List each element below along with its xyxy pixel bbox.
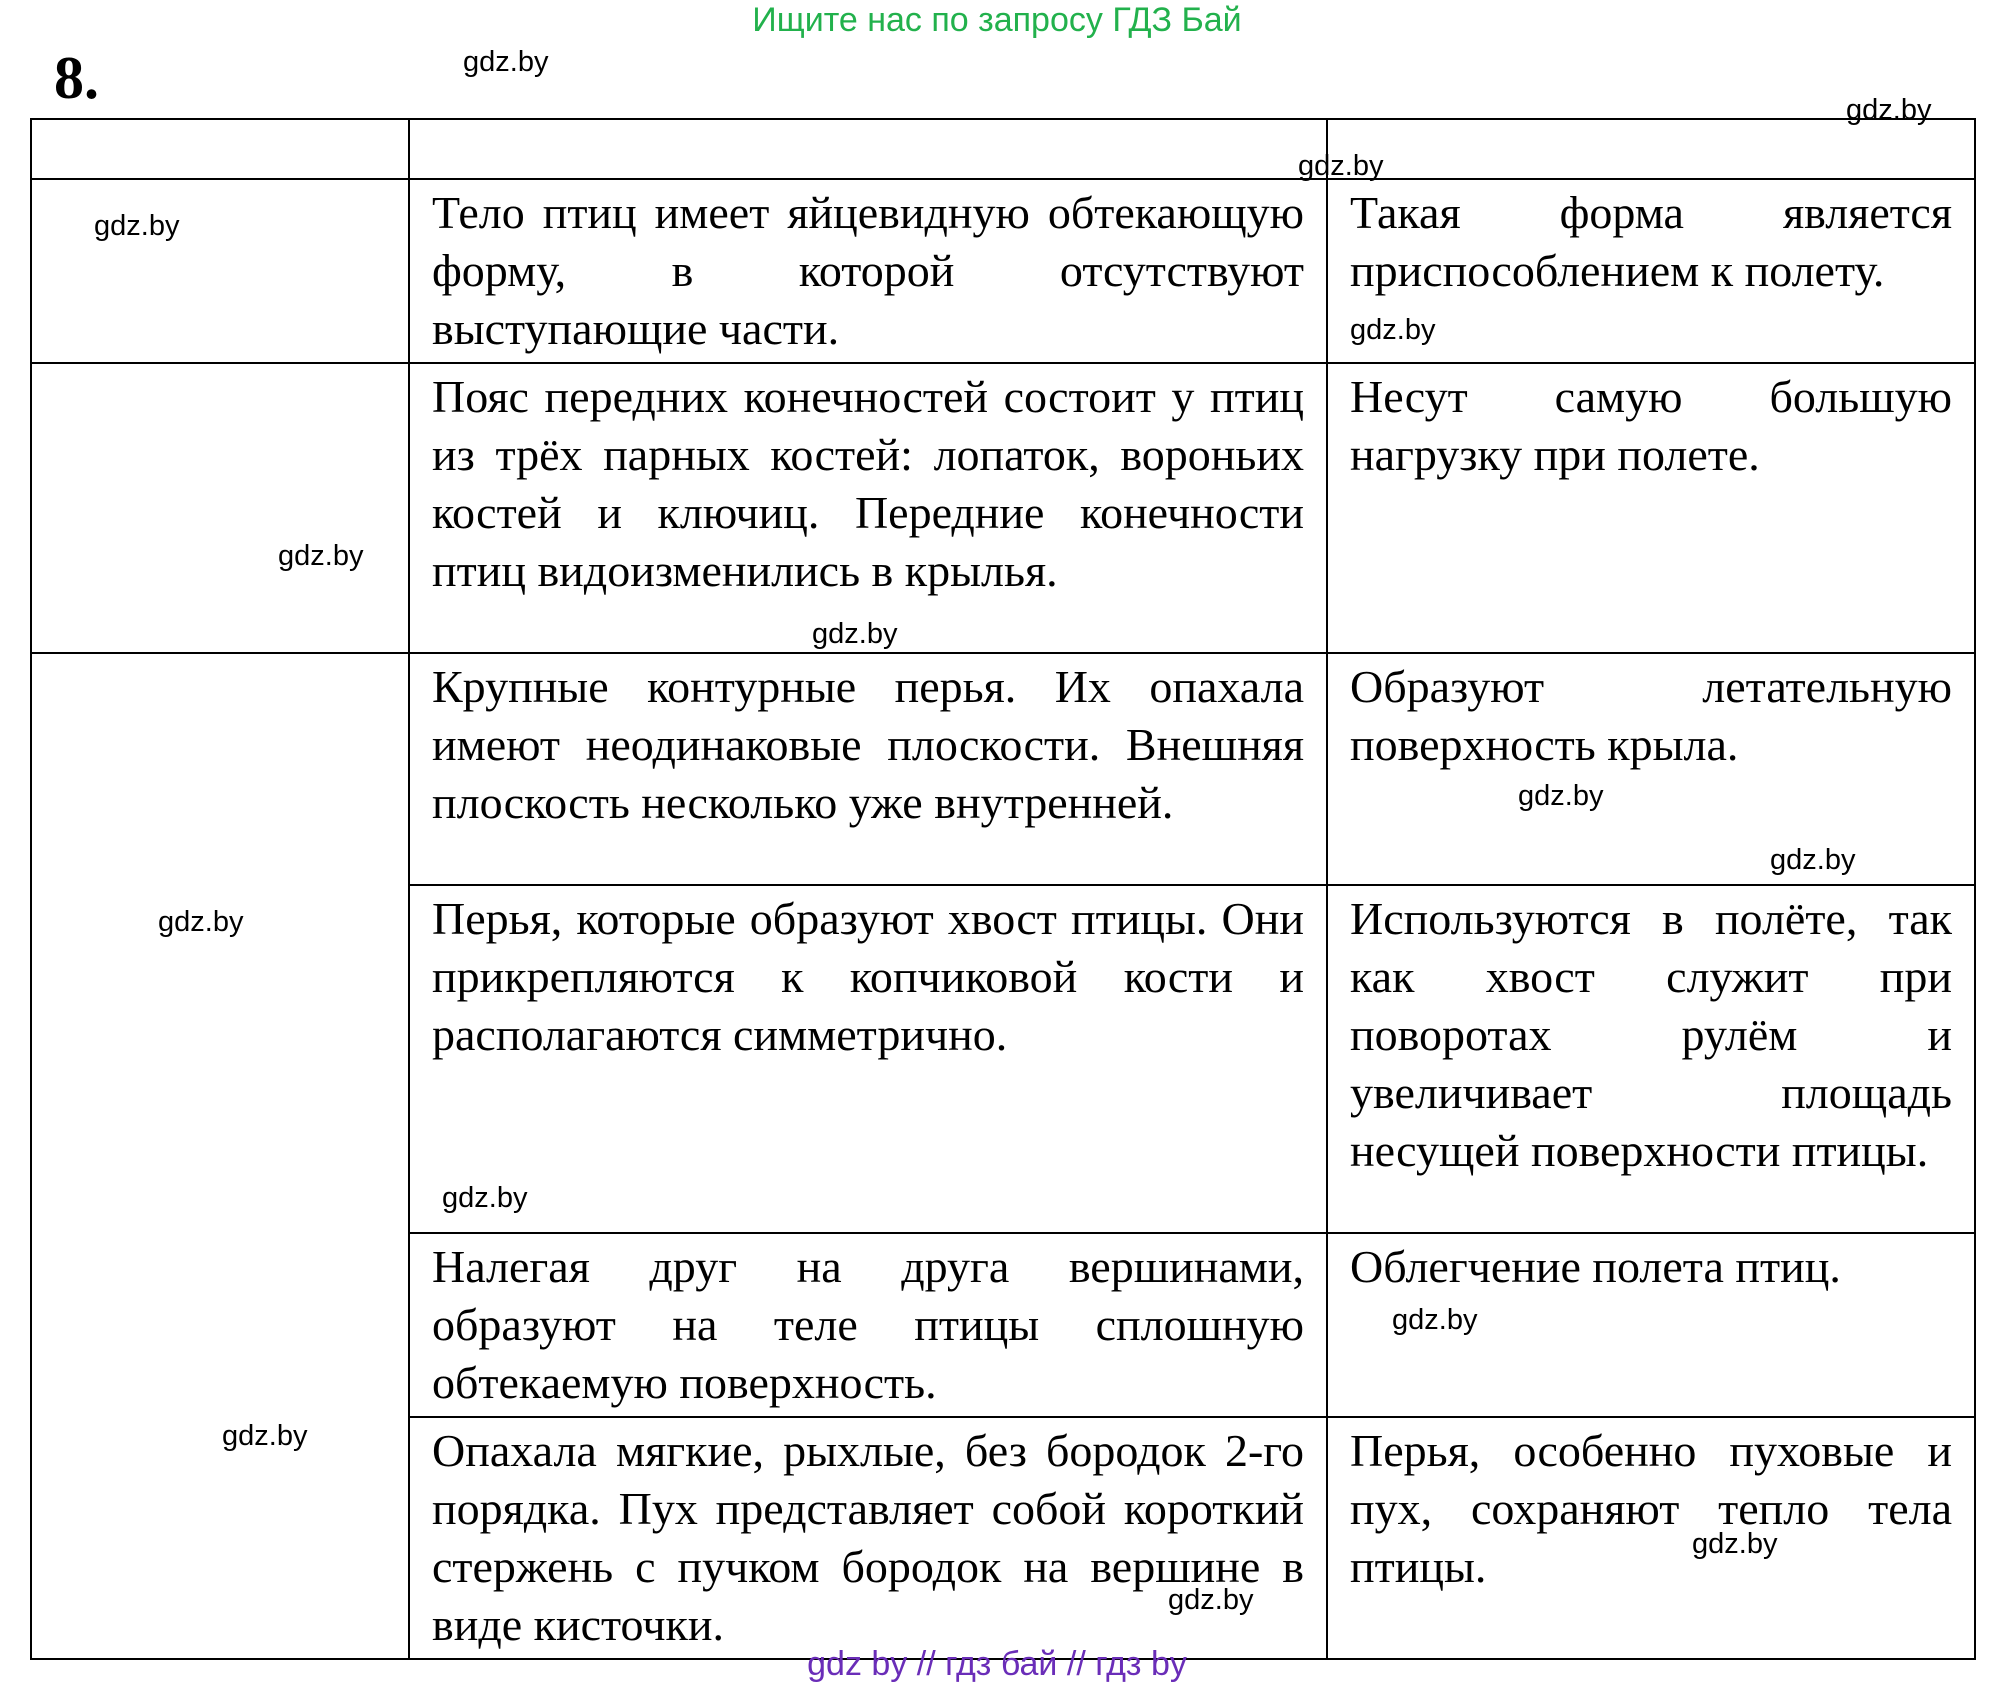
row-label-cell	[31, 653, 409, 1659]
header-cell-c	[1327, 119, 1975, 179]
task-number: 8.	[54, 45, 99, 111]
watermark: gdz.by	[158, 906, 244, 938]
function-cell: Такая форма является приспособлением к полету.	[1327, 179, 1975, 363]
header-cell-a	[31, 119, 409, 179]
watermark: gdz.by	[1298, 150, 1384, 182]
table-row	[31, 653, 1975, 885]
watermark: gdz.by	[1846, 94, 1932, 126]
table-row	[31, 363, 1975, 653]
watermark: gdz.by	[1770, 844, 1856, 876]
watermark: gdz.by	[812, 618, 898, 650]
function-cell: Используются в полёте, так как хвост служит при поворотах рулём и увеличивает площадь несущей поверхности птицы.	[1327, 885, 1975, 1233]
structure-cell: Опахала мягкие, рыхлые, без бородок 2-го порядка. Пух представляет собой короткий стержень с пучком бородок на вершине в виде кисточки.	[409, 1417, 1327, 1659]
top-banner: Ищите нас по запросу ГДЗ Бай	[752, 1, 1242, 39]
watermark: gdz.by	[278, 540, 364, 572]
watermark: gdz.by	[1518, 780, 1604, 812]
answer-table	[30, 118, 1976, 1660]
row-label-cell	[31, 179, 409, 363]
footer-links[interactable]: gdz by // гдз бай // гдз by	[807, 1645, 1187, 1683]
header-cell-b	[409, 119, 1327, 179]
watermark: gdz.by	[1350, 314, 1436, 346]
watermark: gdz.by	[463, 46, 549, 78]
function-cell: Перья, особенно пуховые и пух, сохраняют тепло тела птицы.	[1327, 1417, 1975, 1659]
structure-cell: Крупные контурные перья. Их опахала имеют неодинаковые плоскости. Внешняя плоскость несколько уже внутренней.	[409, 653, 1327, 885]
structure-cell: Тело птиц имеет яйцевидную обтекающую форму, в которой отсутствуют выступающие части.	[409, 179, 1327, 363]
structure-cell: Перья, которые образуют хвост птицы. Они прикрепляются к копчиковой кости и располагаются симметрично.	[409, 885, 1327, 1233]
row-label-cell	[31, 363, 409, 653]
watermark: gdz.by	[442, 1182, 528, 1214]
structure-cell: Налегая друг на друга вершинами, образуют на теле птицы сплошную обтекаемую поверхность.	[409, 1233, 1327, 1417]
function-cell: Образуют летательную поверхность крыла.	[1327, 653, 1975, 885]
watermark: gdz.by	[1168, 1584, 1254, 1616]
table-row	[31, 179, 1975, 363]
watermark: gdz.by	[94, 210, 180, 242]
structure-cell: Пояс передних конечностей состоит у птиц из трёх парных костей: лопаток, вороньих костей и ключиц. Передние конечности птиц видоизменились в крылья.	[409, 363, 1327, 653]
function-cell: Облегчение полета птиц.	[1327, 1233, 1975, 1417]
watermark: gdz.by	[222, 1420, 308, 1452]
function-cell: Несут самую большую нагрузку при полете.	[1327, 363, 1975, 653]
watermark: gdz.by	[1692, 1528, 1778, 1560]
watermark: gdz.by	[1392, 1304, 1478, 1336]
table-header-row	[31, 119, 1975, 179]
